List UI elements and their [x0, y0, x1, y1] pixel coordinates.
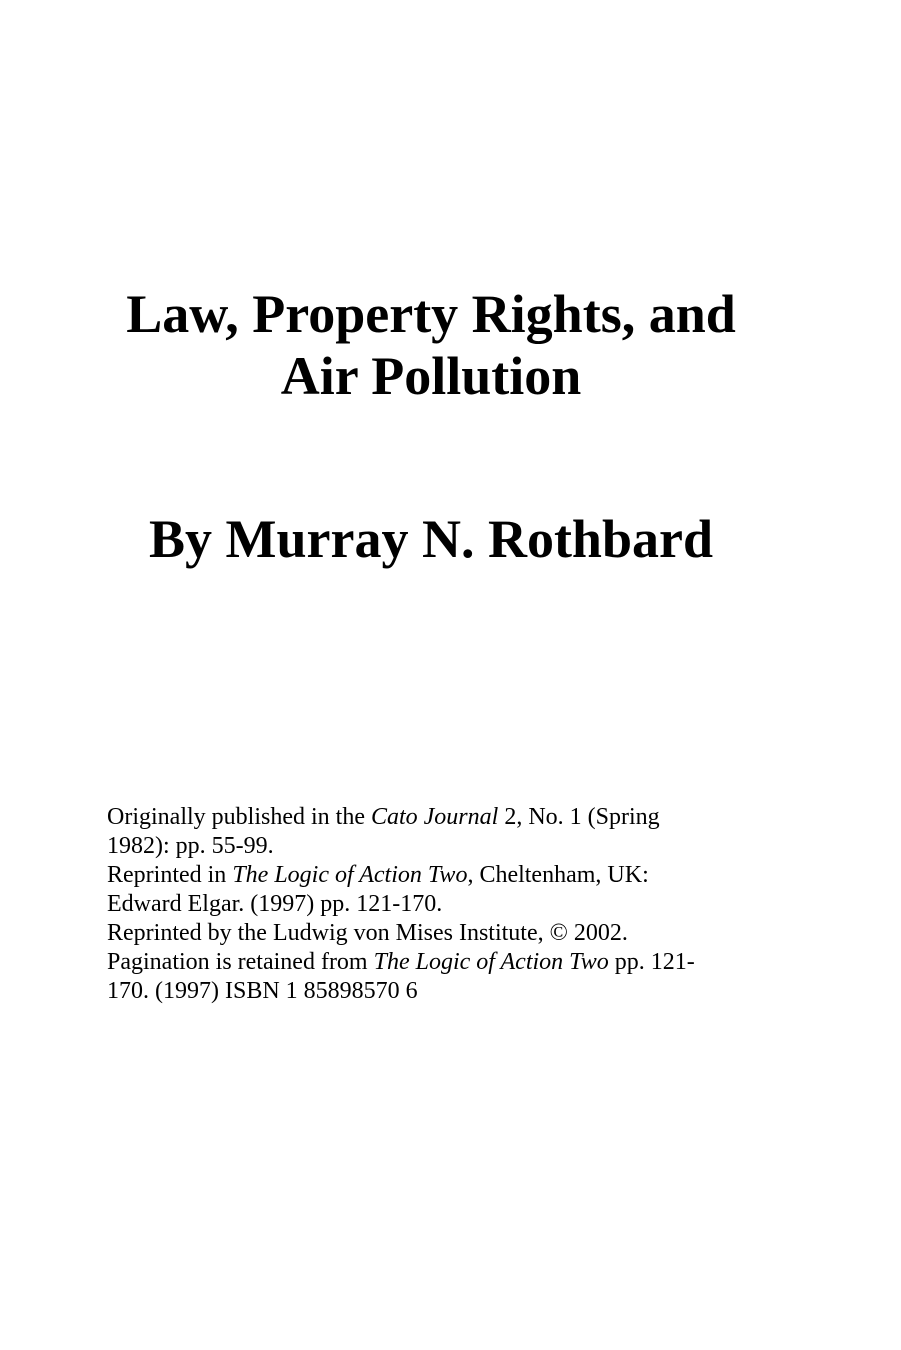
publication-line [107, 861, 797, 890]
publication-line [107, 890, 797, 919]
publication-line [107, 977, 797, 1006]
publication-line [107, 832, 797, 861]
text-segment: Originally published in the [107, 804, 371, 830]
text-segment: Reprinted by the Ludwig von Mises Institute, © 2002. [107, 920, 628, 946]
publication-line [107, 803, 797, 832]
italic-work-title: The Logic of Action Two [373, 949, 609, 975]
title-line-2: Air Pollution [280, 346, 582, 406]
text-segment: 1982): pp. 55-99. [107, 833, 274, 859]
publication-line [107, 948, 797, 977]
publication-line [107, 919, 797, 948]
italic-work-title: The Logic of Action Two [232, 862, 468, 888]
publication-info [107, 803, 797, 1006]
text-segment: Pagination is retained from [107, 949, 374, 975]
text-segment: 2, No. 1 (Spring [498, 804, 660, 830]
text-segment: Reprinted in [107, 862, 233, 888]
text-segment: Edward Elgar. (1997) pp. 121-170. [107, 891, 443, 917]
italic-work-title: Cato Journal [370, 804, 499, 830]
author-byline: By Murray N. Rothbard [149, 509, 713, 569]
text-segment: 170. (1997) ISBN 1 85898570 6 [107, 978, 418, 1004]
document-title [107, 283, 755, 407]
text-segment: pp. 121- [608, 949, 695, 975]
title-line-1: Law, Property Rights, and [126, 284, 736, 344]
text-segment: , Cheltenham, UK: [467, 862, 649, 888]
